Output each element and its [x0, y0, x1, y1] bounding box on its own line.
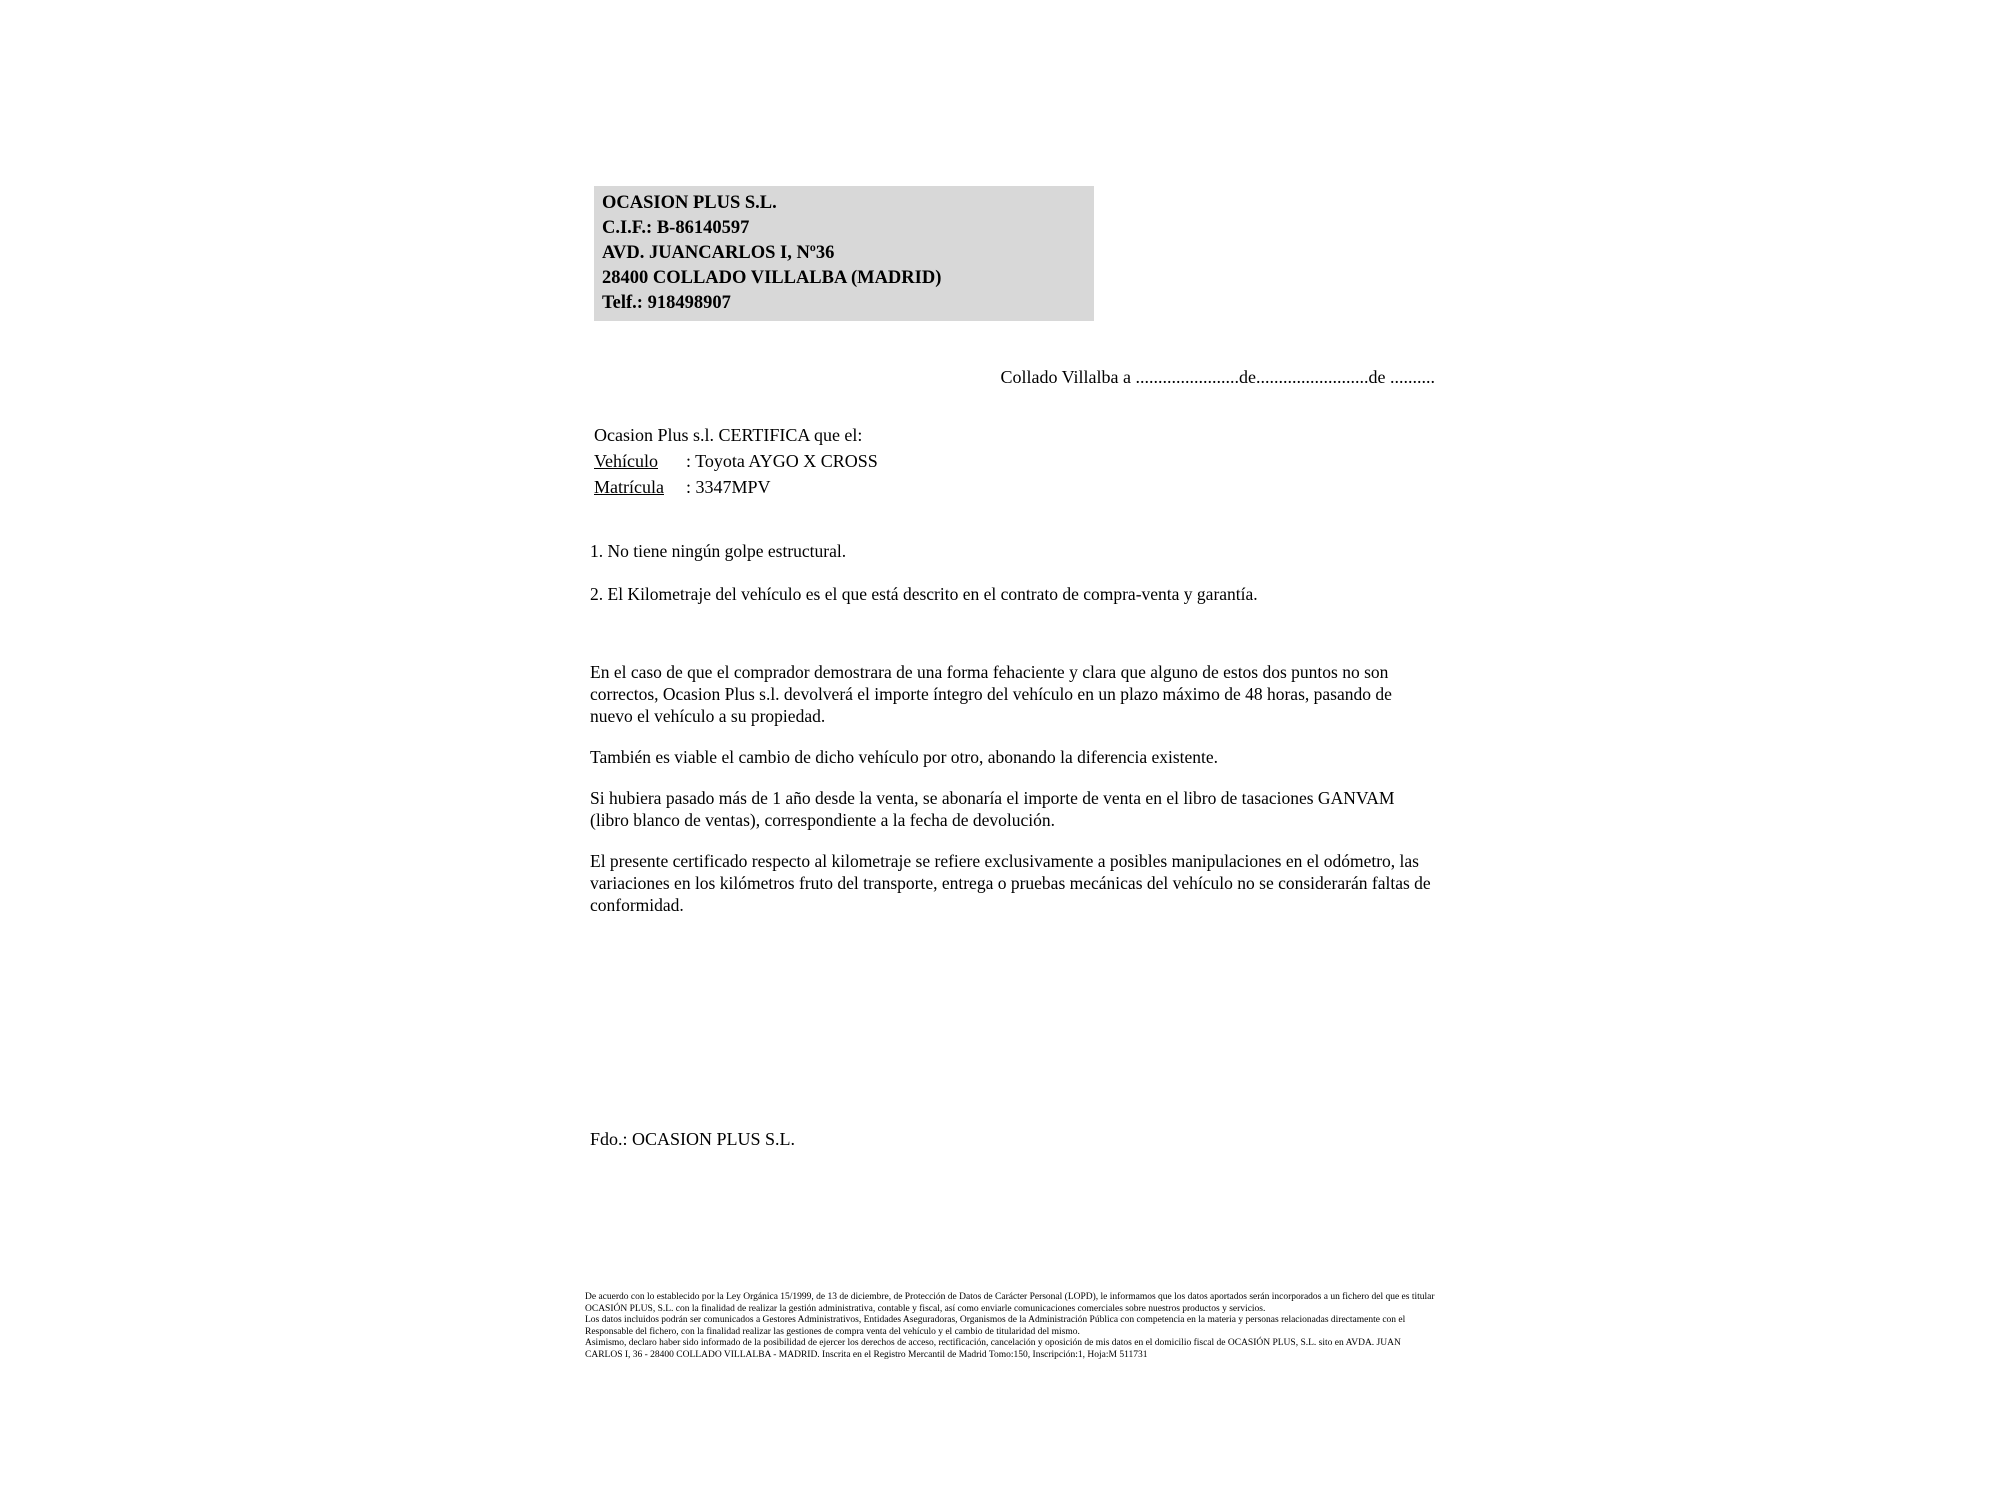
certified-points: [590, 540, 1435, 626]
vehicle-value: : Toyota AYGO X CROSS: [686, 451, 878, 471]
paragraph-refund: En el caso de que el comprador demostrara de una forma fehaciente y clara que alguno de estos dos puntos no son correctos, Ocasion Plus s.l. devolverá el importe íntegro del vehículo en un plazo máximo de 48 horas, pasando de nuevo el vehículo a su propiedad.: [590, 662, 1392, 726]
point-1: 1. No tiene ningún golpe estructural.: [590, 541, 847, 561]
point-2: 2. El Kilometraje del vehículo es el que está descrito en el contrato de compra-venta y garantía.: [590, 584, 1258, 604]
paragraph-exchange: También es viable el cambio de dicho vehículo por otro, abonando la diferencia existente.: [590, 747, 1219, 767]
company-address: AVD. JUANCARLOS I, Nº36: [602, 243, 835, 263]
company-phone: Telf.: 918498907: [602, 293, 731, 313]
certificate-block: [594, 422, 878, 500]
plate-label: Matrícula: [594, 477, 664, 497]
dateline: Collado Villalba a .......................de.........................de ..........: [1000, 367, 1435, 387]
plate-line: [594, 474, 878, 500]
legal-paragraph-lopd: De acuerdo con lo establecido por la Ley Orgánica 15/1999, de 13 de diciembre, de Protección de Datos de Carácter Personal (LOPD), le informamos que los datos aportados serán incorporados a un fichero del que es titular OCASIÓN PLUS, S.L. con la finalidad de realizar la gestión administrativa, contable y fiscal, así como enviarle comunicaciones comerciales sobre nuestros productos y servicios.: [585, 1292, 1435, 1314]
legal-paragraph-data-sharing: Los datos incluidos podrán ser comunicados a Gestores Administrativos, Entidades Aseguradoras, Organismos de la Administración Pública con competencia en la materia y personas relacionadas directamente con el Responsable del fichero, con la finalidad realizar las gestiones de compra venta del vehículo y el cambio de titularidad del mismo.: [585, 1315, 1406, 1337]
paragraph-ganvam: Si hubiera pasado más de 1 año desde la venta, se abonaría el importe de venta en el libro de tasaciones GANVAM (libro blanco de ventas), correspondiente a la fecha de devolución.: [590, 788, 1395, 830]
vehicle-label: Vehículo: [594, 451, 658, 471]
company-city: 28400 COLLADO VILLALBA (MADRID): [602, 268, 942, 288]
signature-line: Fdo.: OCASION PLUS S.L.: [590, 1129, 796, 1149]
body-paragraphs: [590, 661, 1435, 935]
paragraph-odometer: El presente certificado respecto al kilometraje se refiere exclusivamente a posibles manipulaciones en el odómetro, las variaciones en los kilómetros fruto del transporte, entrega o pruebas mecánicas del vehículo no se considerarán faltas de conformidad.: [590, 851, 1431, 915]
legal-fine-print: [585, 1292, 1435, 1361]
company-name: OCASION PLUS S.L.: [602, 193, 777, 213]
legal-paragraph-rights: Asimismo, declaro haber sido informado de la posibilidad de ejercer los derechos de acceso, rectificación, cancelación y oposición de mis datos en el domicilio fiscal de OCASIÓN PLUS, S.L. sito en AVDA. JUAN CARLOS I, 36 - 28400 COLLADO VILLALBA - MADRID. Inscrita en el Registro Mercantil de Madrid Tomo:150, Inscripción:1, Hoja:M 511731: [585, 1338, 1401, 1360]
certify-intro: Ocasion Plus s.l. CERTIFICA que el:: [594, 425, 863, 445]
company-header-block: [594, 186, 1094, 321]
company-cif: C.I.F.: B-86140597: [602, 218, 750, 238]
vehicle-line: [594, 448, 878, 474]
plate-value: : 3347MPV: [686, 477, 771, 497]
